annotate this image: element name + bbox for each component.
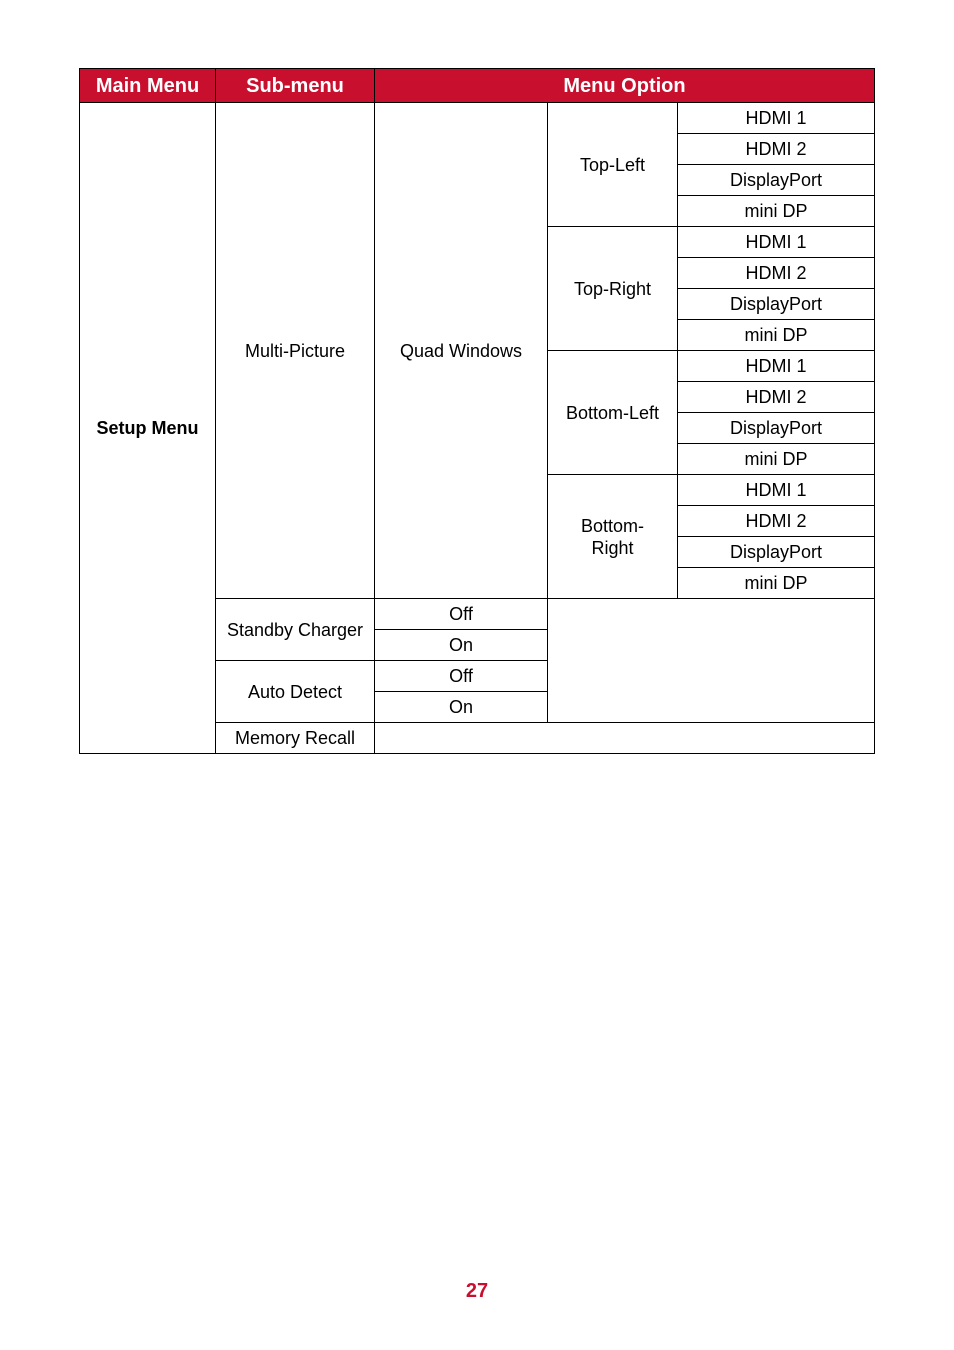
source-option: HDMI 1 [678, 351, 875, 382]
option-on: On [375, 692, 548, 723]
source-option: HDMI 2 [678, 134, 875, 165]
source-option: mini DP [678, 320, 875, 351]
source-option: HDMI 1 [678, 227, 875, 258]
source-option: DisplayPort [678, 289, 875, 320]
position-bottom-left: Bottom-Left [548, 351, 678, 475]
source-option: DisplayPort [678, 537, 875, 568]
main-menu-cell: Setup Menu [80, 103, 216, 754]
submenu-standby-charger: Standby Charger [216, 599, 375, 661]
submenu-multi-picture: Multi-Picture [216, 103, 375, 599]
empty-cell [375, 723, 875, 754]
source-option: HDMI 2 [678, 258, 875, 289]
header-row [80, 69, 875, 103]
header-sub-menu: Sub-menu [216, 69, 375, 103]
option-quad-windows: Quad Windows [375, 103, 548, 599]
source-option: HDMI 2 [678, 506, 875, 537]
header-menu-option: Menu Option [375, 69, 875, 103]
submenu-auto-detect: Auto Detect [216, 661, 375, 723]
source-option: DisplayPort [678, 413, 875, 444]
option-off: Off [375, 599, 548, 630]
option-off: Off [375, 661, 548, 692]
source-option: HDMI 2 [678, 382, 875, 413]
empty-cell [548, 599, 875, 723]
header-main-menu: Main Menu [80, 69, 216, 103]
source-option: DisplayPort [678, 165, 875, 196]
source-option: mini DP [678, 444, 875, 475]
source-option: HDMI 1 [678, 103, 875, 134]
page-number: 27 [465, 1280, 489, 1302]
position-top-left: Top-Left [548, 103, 678, 227]
source-option: mini DP [678, 568, 875, 599]
menu-table [79, 68, 875, 754]
source-option: mini DP [678, 196, 875, 227]
table-row [80, 103, 875, 134]
position-top-right: Top-Right [548, 227, 678, 351]
option-on: On [375, 630, 548, 661]
submenu-memory-recall: Memory Recall [216, 723, 375, 754]
position-bottom-right: Bottom- Right [548, 475, 678, 599]
source-option: HDMI 1 [678, 475, 875, 506]
